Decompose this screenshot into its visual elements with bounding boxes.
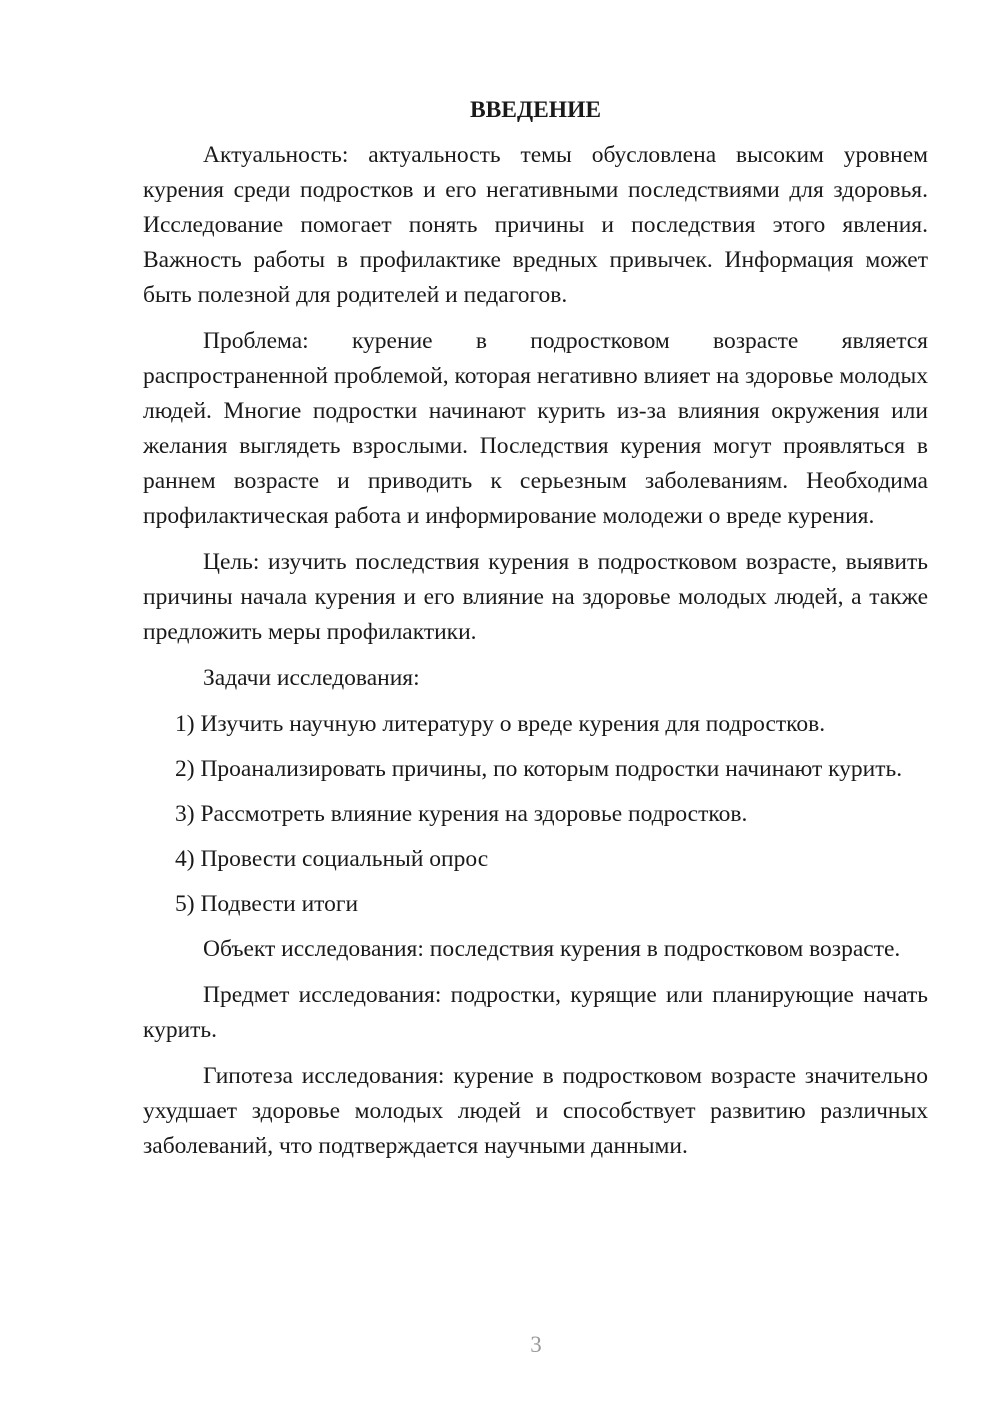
tasks-heading: Задачи исследования:: [203, 665, 420, 691]
subject-paragraph: Предмет исследования: подростки, курящие или планирующие начать курить.: [143, 982, 928, 1043]
problem-paragraph: Проблема: курение в подростковом возрасте является распространенной проблемой, которая негативно влияет на здоровье молодых людей. Многие подростки начинают курить из-за влияния окружения или желания выглядеть взрослыми. Последствия курения могут проявляться в раннем возрасте и приводить к серьезным заболеваниям. Необходима профилактическая работа и информирование молодежи о вреде курения.: [143, 328, 928, 529]
task-item: 2) Проанализировать причины, по которым подростки начинают курить.: [175, 756, 903, 782]
page-number: 3: [530, 1332, 542, 1357]
task-item: 5) Подвести итоги: [175, 891, 359, 917]
hypothesis-paragraph: Гипотеза исследования: курение в подростковом возрасте значительно ухудшает здоровье молодых людей и способствует развитию различных заболеваний, что подтверждается научными данными.: [143, 1063, 928, 1159]
task-item: 1) Изучить научную литературу о вреде курения для подростков.: [175, 711, 826, 737]
goal-paragraph: Цель: изучить последствия курения в подростковом возрасте, выявить причины начала курения и его влияние на здоровье молодых людей, а также предложить меры профилактики.: [143, 549, 928, 645]
task-item: 3) Рассмотреть влияние курения на здоровье подростков.: [175, 801, 748, 827]
page-content: [143, 90, 928, 1175]
relevance-paragraph: Актуальность: актуальность темы обусловлена высоким уровнем курения среди подростков и его негативными последствиями для здоровья. Исследование помогает понять причины и последствия этого явления. Важность работы в профилактике вредных привычек. Информация может быть полезной для родителей и педагогов.: [143, 142, 928, 308]
object-paragraph: Объект исследования: последствия курения в подростковом возрасте.: [203, 936, 901, 962]
page-title: ВВЕДЕНИЕ: [469, 97, 602, 123]
task-item: 4) Провести социальный опрос: [175, 846, 489, 872]
